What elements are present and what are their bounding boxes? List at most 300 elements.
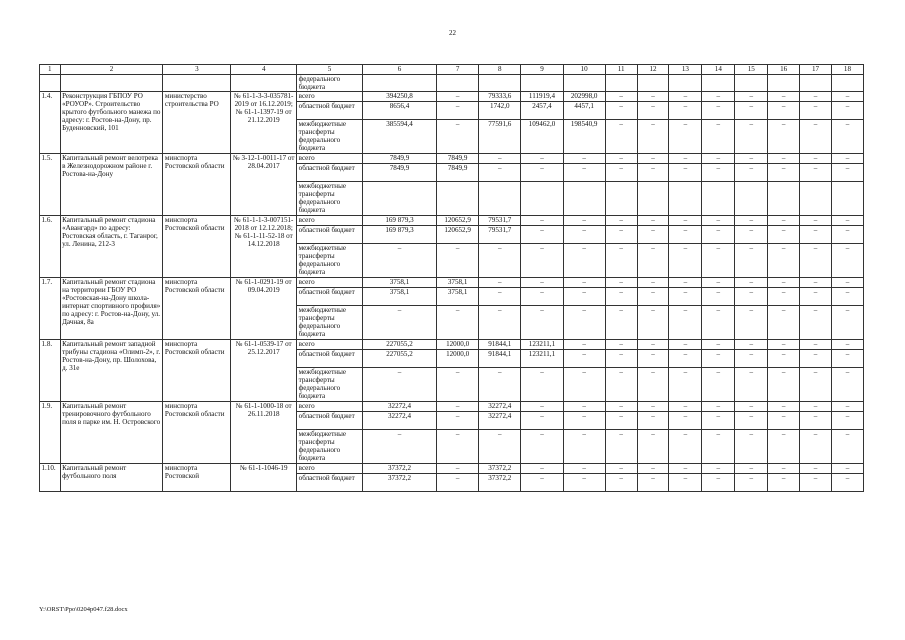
- amount-c10: –: [563, 350, 605, 368]
- empty-cell: [563, 75, 605, 92]
- program-table: [39, 64, 864, 492]
- table-row: [40, 92, 864, 102]
- amount-c10: 4457,1: [563, 102, 605, 120]
- amount-dash: –: [735, 120, 768, 154]
- amount-dash: –: [637, 102, 669, 120]
- amount-c8: –: [479, 278, 521, 288]
- amount-c10: –: [563, 340, 605, 350]
- funding-source: областной бюджет: [297, 102, 363, 120]
- amount-dash: –: [768, 92, 800, 102]
- empty-cell: [40, 75, 61, 92]
- amount-c9: [521, 182, 563, 216]
- amount-c9: –: [521, 164, 563, 182]
- table-row: [40, 278, 864, 288]
- item-name: Капитальный ремонт стадиона «Авангард» по адресу: Ростовская область, г. Таганрог, ул. Ленина, 212-3: [60, 216, 163, 278]
- amount-c6: 227055,2: [362, 350, 436, 368]
- item-number: 1.5.: [40, 154, 61, 216]
- column-header: 8: [479, 65, 521, 75]
- amount-c6: 169 879,3: [362, 226, 436, 244]
- funding-source: межбюджетные трансферты федерального бюджета: [297, 244, 363, 278]
- amount-c7: 3758,1: [437, 288, 479, 306]
- item-number: 1.4.: [40, 92, 61, 154]
- amount-dash: –: [800, 402, 832, 412]
- responsible-agency: минспорта Ростовской области: [163, 340, 231, 402]
- amount-c10: –: [563, 430, 605, 464]
- amount-c9: –: [521, 412, 563, 430]
- amount-c9: –: [521, 244, 563, 278]
- amount-dash: –: [669, 430, 702, 464]
- amount-dash: –: [637, 430, 669, 464]
- amount-dash: –: [669, 474, 702, 492]
- amount-c8: 79333,6: [479, 92, 521, 102]
- item-name: Капитальный ремонт футбольного поля: [60, 464, 163, 492]
- amount-dash: –: [702, 350, 735, 368]
- document-ref: № 61-1-3-3-035781-2019 от 16.12.2019; № 61-1-1397-19 от 21.12.2019: [231, 92, 297, 154]
- amount-c9: –: [521, 306, 563, 340]
- amount-dash: –: [800, 474, 832, 492]
- column-header: 16: [768, 65, 800, 75]
- amount-dash: –: [831, 164, 863, 182]
- item-name: Капитальный ремонт западной трибуны стадиона «Олимп-2», г. Ростов-на-Дону, пр. Шолохова, д. 31е: [60, 340, 163, 402]
- amount-dash: –: [831, 474, 863, 492]
- document-ref: № 61-1-1000-18 от 26.11.2018: [231, 402, 297, 464]
- empty-cell: [768, 75, 800, 92]
- amount-dash: –: [768, 244, 800, 278]
- amount-dash: –: [702, 102, 735, 120]
- item-name: Капитальный ремонт тренировочного футбольного поля в парке им. Н. Островского: [60, 402, 163, 464]
- amount-c6: –: [362, 430, 436, 464]
- amount-c10: –: [563, 402, 605, 412]
- amount-c9: 123211,1: [521, 350, 563, 368]
- amount-dash: –: [768, 474, 800, 492]
- amount-c7: –: [437, 474, 479, 492]
- amount-c7: –: [437, 412, 479, 430]
- amount-c7: [437, 182, 479, 216]
- amount-c10: –: [563, 464, 605, 474]
- column-header: 11: [605, 65, 637, 75]
- amount-c10: –: [563, 278, 605, 288]
- funding-source: всего: [297, 278, 363, 288]
- funding-source: всего: [297, 92, 363, 102]
- table-row: [40, 340, 864, 350]
- amount-c6: –: [362, 244, 436, 278]
- amount-c8: 79531,7: [479, 226, 521, 244]
- amount-dash: –: [669, 92, 702, 102]
- amount-c8: –: [479, 368, 521, 402]
- empty-cell: [479, 75, 521, 92]
- amount-dash: –: [605, 120, 637, 154]
- amount-dash: –: [768, 164, 800, 182]
- empty-cell: [768, 182, 800, 216]
- amount-dash: –: [669, 164, 702, 182]
- amount-c7: –: [437, 92, 479, 102]
- amount-dash: –: [831, 340, 863, 350]
- page-number: 22: [449, 29, 456, 37]
- amount-dash: –: [669, 402, 702, 412]
- amount-dash: –: [637, 278, 669, 288]
- amount-dash: –: [702, 340, 735, 350]
- empty-cell: [60, 75, 163, 92]
- amount-dash: –: [605, 278, 637, 288]
- amount-c8: –: [479, 244, 521, 278]
- funding-source: всего: [297, 216, 363, 226]
- responsible-agency: минспорта Ростовской области: [163, 278, 231, 340]
- amount-dash: –: [637, 350, 669, 368]
- amount-c8: –: [479, 154, 521, 164]
- amount-c9: –: [521, 216, 563, 226]
- amount-dash: –: [605, 474, 637, 492]
- empty-cell: [800, 75, 832, 92]
- amount-dash: –: [800, 244, 832, 278]
- amount-dash: –: [800, 226, 832, 244]
- amount-dash: –: [735, 226, 768, 244]
- empty-cell: [702, 75, 735, 92]
- amount-dash: –: [735, 154, 768, 164]
- amount-c6: [362, 182, 436, 216]
- amount-dash: –: [735, 340, 768, 350]
- empty-cell: [163, 75, 231, 92]
- amount-dash: –: [768, 368, 800, 402]
- amount-dash: –: [669, 340, 702, 350]
- amount-c9: –: [521, 402, 563, 412]
- funding-source: областной бюджет: [297, 350, 363, 368]
- amount-dash: –: [605, 306, 637, 340]
- amount-dash: –: [800, 278, 832, 288]
- amount-c8: 77591,6: [479, 120, 521, 154]
- amount-dash: –: [702, 92, 735, 102]
- item-name: Капитальный ремонт стадиона на территории ГБОУ РО «Ростовская-на-Дону школа-интернат спортивного профиля» по адресу: г. Ростов-на-Дону, ул. Дачная, 8а: [60, 278, 163, 340]
- amount-c9: –: [521, 288, 563, 306]
- amount-c7: –: [437, 464, 479, 474]
- amount-dash: –: [637, 120, 669, 154]
- amount-dash: –: [605, 340, 637, 350]
- funding-source: всего: [297, 464, 363, 474]
- amount-dash: –: [800, 102, 832, 120]
- amount-c9: 111919,4: [521, 92, 563, 102]
- amount-dash: –: [831, 154, 863, 164]
- amount-c10: –: [563, 226, 605, 244]
- amount-dash: –: [831, 368, 863, 402]
- amount-dash: –: [735, 244, 768, 278]
- amount-c6: 32272,4: [362, 412, 436, 430]
- amount-dash: –: [702, 278, 735, 288]
- amount-c7: –: [437, 102, 479, 120]
- amount-c6: 7849,9: [362, 164, 436, 182]
- amount-dash: –: [831, 402, 863, 412]
- amount-c10: [563, 182, 605, 216]
- amount-dash: –: [735, 412, 768, 430]
- amount-c6: 32272,4: [362, 402, 436, 412]
- amount-dash: –: [637, 92, 669, 102]
- empty-cell: [831, 75, 863, 92]
- amount-dash: –: [768, 278, 800, 288]
- empty-cell: [831, 182, 863, 216]
- amount-dash: –: [735, 350, 768, 368]
- column-header: 15: [735, 65, 768, 75]
- amount-dash: –: [735, 430, 768, 464]
- table-row: [40, 216, 864, 226]
- column-header: 1: [40, 65, 61, 75]
- amount-dash: –: [669, 102, 702, 120]
- amount-dash: –: [637, 368, 669, 402]
- amount-c9: –: [521, 154, 563, 164]
- amount-dash: –: [605, 92, 637, 102]
- amount-dash: –: [637, 244, 669, 278]
- funding-source: областной бюджет: [297, 226, 363, 244]
- footer-file-path: Y:\ORST\Ppo\0204p047.f28.docx: [39, 606, 128, 613]
- funding-source: межбюджетные трансферты федерального бюджета: [297, 182, 363, 216]
- amount-c8: 37372,2: [479, 474, 521, 492]
- amount-dash: –: [800, 154, 832, 164]
- amount-dash: –: [702, 402, 735, 412]
- amount-dash: –: [669, 278, 702, 288]
- amount-dash: –: [669, 306, 702, 340]
- amount-dash: –: [702, 306, 735, 340]
- amount-dash: –: [768, 306, 800, 340]
- funding-source: всего: [297, 340, 363, 350]
- column-header: 14: [702, 65, 735, 75]
- amount-dash: –: [702, 164, 735, 182]
- amount-c9: 2457,4: [521, 102, 563, 120]
- amount-dash: –: [702, 244, 735, 278]
- column-header: 17: [800, 65, 832, 75]
- amount-dash: –: [702, 430, 735, 464]
- item-number: 1.9.: [40, 402, 61, 464]
- amount-dash: –: [831, 306, 863, 340]
- amount-dash: –: [605, 464, 637, 474]
- column-header-row: [40, 65, 864, 75]
- amount-c6: 169 879,3: [362, 216, 436, 226]
- amount-c7: 12000,0: [437, 350, 479, 368]
- amount-c6: 394250,8: [362, 92, 436, 102]
- amount-c8: –: [479, 288, 521, 306]
- amount-dash: –: [702, 154, 735, 164]
- amount-dash: –: [800, 464, 832, 474]
- amount-dash: –: [768, 154, 800, 164]
- amount-c10: –: [563, 412, 605, 430]
- amount-c10: –: [563, 244, 605, 278]
- funding-source: областной бюджет: [297, 164, 363, 182]
- amount-c8: 32272,4: [479, 412, 521, 430]
- amount-dash: –: [735, 278, 768, 288]
- funding-source: областной бюджет: [297, 474, 363, 492]
- funding-source: межбюджетные трансферты федерального бюджета: [297, 120, 363, 154]
- amount-c7: –: [437, 368, 479, 402]
- amount-c10: –: [563, 154, 605, 164]
- amount-dash: –: [831, 278, 863, 288]
- amount-dash: –: [702, 288, 735, 306]
- item-number: 1.8.: [40, 340, 61, 402]
- document-ref: № 61-1-1046-19: [231, 464, 297, 492]
- empty-cell: [605, 182, 637, 216]
- amount-c9: –: [521, 430, 563, 464]
- amount-dash: –: [768, 340, 800, 350]
- amount-dash: –: [800, 350, 832, 368]
- amount-dash: –: [637, 402, 669, 412]
- amount-dash: –: [768, 402, 800, 412]
- amount-dash: –: [605, 288, 637, 306]
- amount-dash: –: [768, 464, 800, 474]
- column-header: 4: [231, 65, 297, 75]
- amount-dash: –: [768, 216, 800, 226]
- amount-c10: –: [563, 368, 605, 402]
- amount-dash: –: [800, 288, 832, 306]
- amount-c6: 3758,1: [362, 278, 436, 288]
- amount-c6: 37372,2: [362, 464, 436, 474]
- amount-c9: 109462,0: [521, 120, 563, 154]
- amount-c7: 120652,9: [437, 226, 479, 244]
- amount-c10: –: [563, 216, 605, 226]
- empty-cell: [637, 75, 669, 92]
- amount-dash: –: [669, 154, 702, 164]
- amount-dash: –: [702, 464, 735, 474]
- amount-dash: –: [702, 226, 735, 244]
- amount-dash: –: [605, 102, 637, 120]
- column-header: 5: [297, 65, 363, 75]
- amount-dash: –: [735, 92, 768, 102]
- amount-dash: –: [800, 340, 832, 350]
- amount-dash: –: [831, 92, 863, 102]
- amount-dash: –: [605, 226, 637, 244]
- amount-c9: –: [521, 368, 563, 402]
- column-header: 6: [362, 65, 436, 75]
- funding-source: всего: [297, 402, 363, 412]
- amount-c8: 37372,2: [479, 464, 521, 474]
- amount-dash: –: [768, 430, 800, 464]
- amount-c10: 202998,0: [563, 92, 605, 102]
- amount-dash: –: [735, 474, 768, 492]
- amount-c7: –: [437, 244, 479, 278]
- column-header: 18: [831, 65, 863, 75]
- empty-cell: [702, 182, 735, 216]
- amount-c10: –: [563, 306, 605, 340]
- funding-source: всего: [297, 154, 363, 164]
- amount-dash: –: [735, 288, 768, 306]
- responsible-agency: министерство строительства РО: [163, 92, 231, 154]
- amount-dash: –: [735, 306, 768, 340]
- amount-dash: –: [800, 368, 832, 402]
- funding-source: межбюджетные трансферты федерального бюджета: [297, 368, 363, 402]
- amount-dash: –: [768, 288, 800, 306]
- amount-dash: –: [768, 350, 800, 368]
- amount-dash: –: [637, 216, 669, 226]
- amount-c8: 91844,1: [479, 340, 521, 350]
- amount-dash: –: [768, 226, 800, 244]
- amount-dash: –: [605, 216, 637, 226]
- responsible-agency: минспорта Ростовской области: [163, 216, 231, 278]
- amount-c7: 7849,9: [437, 154, 479, 164]
- empty-cell: [735, 182, 768, 216]
- amount-dash: –: [669, 226, 702, 244]
- amount-dash: –: [800, 412, 832, 430]
- document-ref: № 61-1-1-3-007151-2018 от 12.12.2018; № 61-1-11-52-18 от 14.12.2018: [231, 216, 297, 278]
- amount-c7: 7849,9: [437, 164, 479, 182]
- amount-dash: –: [831, 120, 863, 154]
- amount-dash: –: [800, 120, 832, 154]
- column-header: 13: [669, 65, 702, 75]
- empty-cell: [521, 75, 563, 92]
- amount-dash: –: [637, 340, 669, 350]
- item-number: 1.6.: [40, 216, 61, 278]
- responsible-agency: минспорта Ростовской: [163, 464, 231, 492]
- amount-dash: –: [605, 154, 637, 164]
- amount-c6: 227055,2: [362, 340, 436, 350]
- amount-dash: –: [702, 120, 735, 154]
- amount-c6: 3758,1: [362, 288, 436, 306]
- empty-cell: [231, 75, 297, 92]
- amount-c6: 7849,9: [362, 154, 436, 164]
- amount-c8: –: [479, 430, 521, 464]
- amount-dash: –: [702, 474, 735, 492]
- amount-c7: 3758,1: [437, 278, 479, 288]
- amount-dash: –: [669, 412, 702, 430]
- column-header: 12: [637, 65, 669, 75]
- funding-source: областной бюджет: [297, 288, 363, 306]
- responsible-agency: минспорта Ростовской области: [163, 402, 231, 464]
- amount-dash: –: [831, 288, 863, 306]
- funding-source: межбюджетные трансферты федерального бюджета: [297, 430, 363, 464]
- amount-dash: –: [605, 402, 637, 412]
- funding-source: межбюджетные трансферты федерального бюджета: [297, 306, 363, 340]
- empty-cell: [437, 75, 479, 92]
- item-name: Реконструкция ГБПОУ РО «РОУОР». Строительство крытого футбольного манежа по адресу: г. Ростов-на-Дону, пр. Буденновский, 101: [60, 92, 163, 154]
- table-row: [40, 464, 864, 474]
- amount-dash: –: [831, 244, 863, 278]
- amount-dash: –: [800, 306, 832, 340]
- amount-dash: –: [702, 412, 735, 430]
- column-header: 3: [163, 65, 231, 75]
- amount-dash: –: [800, 164, 832, 182]
- amount-dash: –: [637, 226, 669, 244]
- amount-dash: –: [831, 464, 863, 474]
- amount-dash: –: [831, 102, 863, 120]
- amount-dash: –: [605, 368, 637, 402]
- empty-cell: [669, 75, 702, 92]
- amount-c7: –: [437, 120, 479, 154]
- amount-dash: –: [637, 288, 669, 306]
- amount-c6: –: [362, 368, 436, 402]
- amount-c9: –: [521, 226, 563, 244]
- column-header: 7: [437, 65, 479, 75]
- amount-dash: –: [702, 216, 735, 226]
- amount-dash: –: [831, 216, 863, 226]
- empty-cell: [637, 182, 669, 216]
- amount-c9: –: [521, 278, 563, 288]
- table-row: [40, 402, 864, 412]
- document-ref: № 61-1-0539-17 от 25.12.2017: [231, 340, 297, 402]
- amount-dash: –: [637, 154, 669, 164]
- amount-dash: –: [637, 306, 669, 340]
- amount-c7: –: [437, 430, 479, 464]
- amount-dash: –: [831, 350, 863, 368]
- amount-dash: –: [800, 430, 832, 464]
- amount-dash: –: [831, 430, 863, 464]
- amount-dash: –: [800, 216, 832, 226]
- amount-c8: 91844,1: [479, 350, 521, 368]
- amount-dash: –: [735, 216, 768, 226]
- amount-c7: –: [437, 402, 479, 412]
- empty-cell: [735, 75, 768, 92]
- amount-c8: –: [479, 164, 521, 182]
- amount-c8: 79531,7: [479, 216, 521, 226]
- amount-dash: –: [669, 350, 702, 368]
- amount-c7: –: [437, 306, 479, 340]
- responsible-agency: минспорта Ростовской области: [163, 154, 231, 216]
- amount-c8: –: [479, 306, 521, 340]
- amount-dash: –: [669, 368, 702, 402]
- amount-dash: –: [831, 226, 863, 244]
- empty-cell: [605, 75, 637, 92]
